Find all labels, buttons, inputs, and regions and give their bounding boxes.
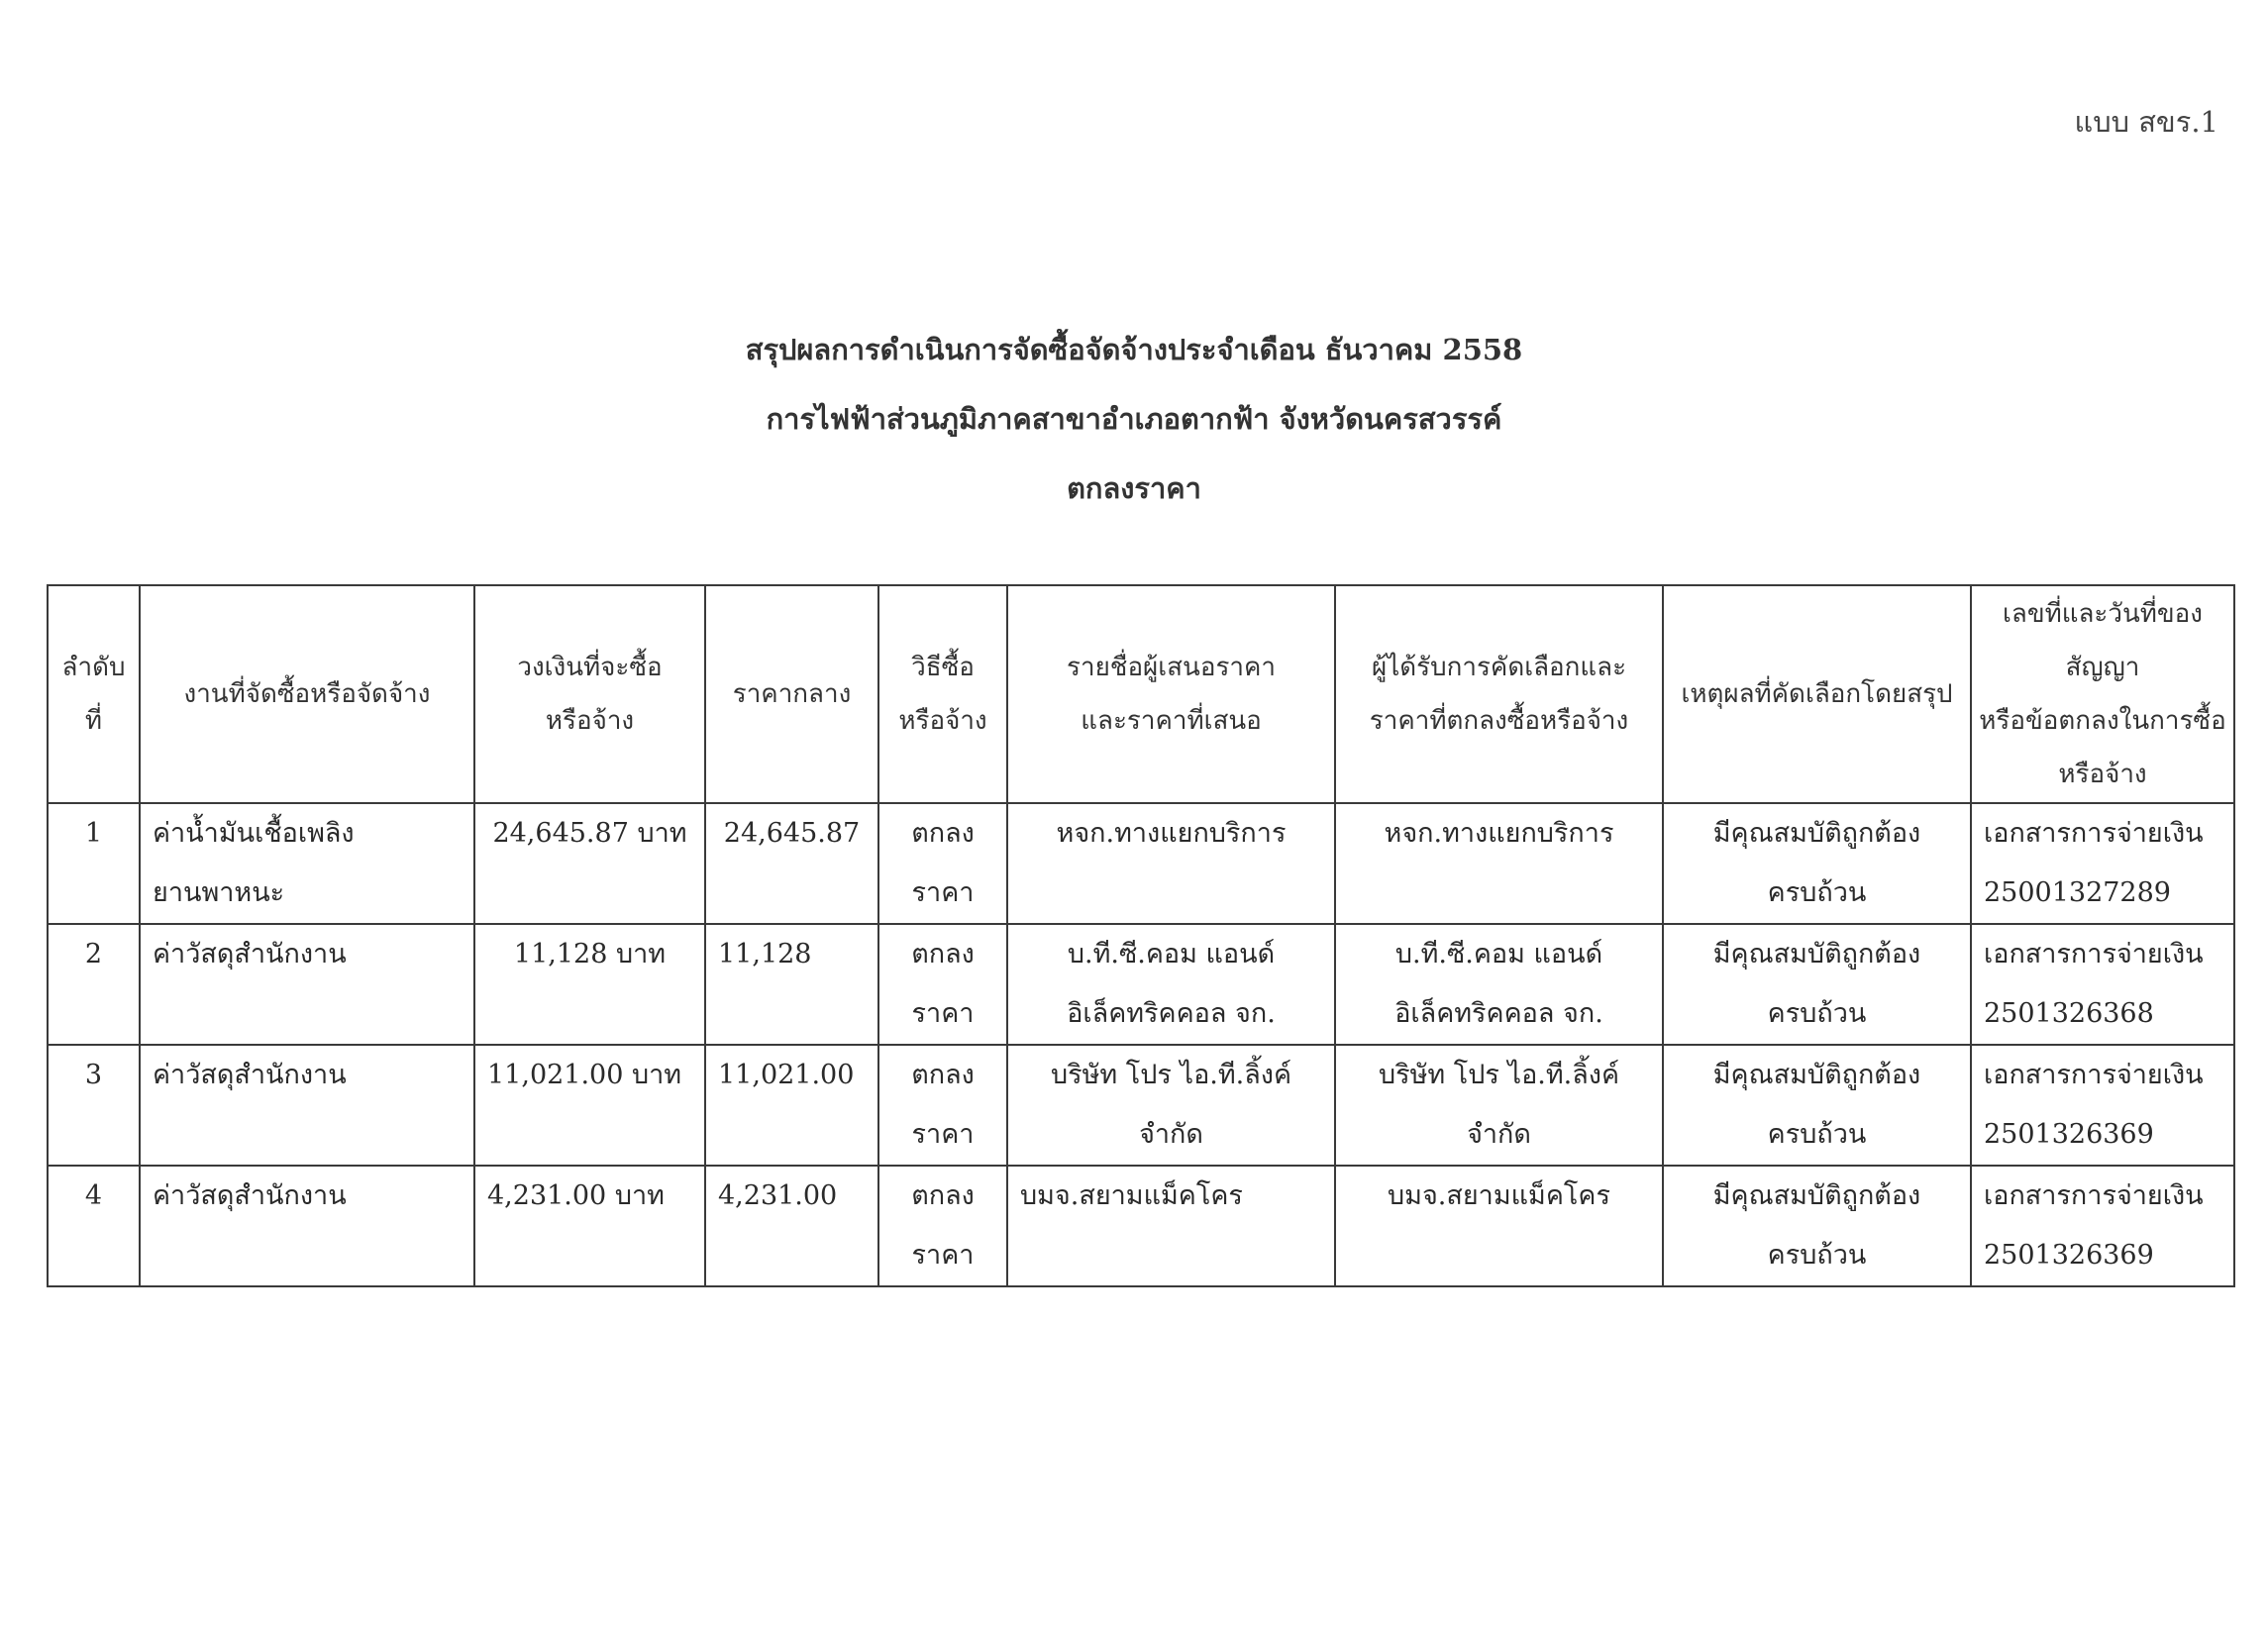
cell-contract: เอกสารการจ่ายเงิน 25001327289: [1971, 803, 2234, 924]
header-no: ลำดับ ที่: [48, 585, 140, 803]
cell-method: ตกลง ราคา: [878, 1045, 1007, 1166]
cell-selected: บมจ.สยามแม็คโคร: [1335, 1166, 1663, 1286]
cell-selected: บ.ที.ซี.คอม แอนด์ อิเล็คทริคคอล จก.: [1335, 924, 1663, 1045]
title-line-2: การไฟฟ้าส่วนภูมิภาคสาขาอำเภอตากฟ้า จังหวัดนครสวรรค์: [766, 402, 1502, 436]
header-selected: ผู้ได้รับการคัดเลือกและ ราคาที่ตกลงซื้อหรือจ้าง: [1335, 585, 1663, 803]
procurement-table: [47, 584, 2235, 1287]
header-median-price: ราคากลาง: [705, 585, 878, 803]
header-item: งานที่จัดซื้อหรือจัดจ้าง: [140, 585, 474, 803]
cell-no: 2: [48, 924, 140, 1045]
table-row: [48, 803, 2234, 924]
cell-median-price: 24,645.87: [705, 803, 878, 924]
cell-selected: บริษัท โปร ไอ.ที.ลิ้งค์ จำกัด: [1335, 1045, 1663, 1166]
cell-reason: มีคุณสมบัติถูกต้อง ครบถ้วน: [1663, 1045, 1971, 1166]
cell-median-price: 4,231.00: [705, 1166, 878, 1286]
table-row: [48, 924, 2234, 1045]
form-code: แบบ สขร.1: [2074, 105, 2218, 139]
cell-method: ตกลง ราคา: [878, 924, 1007, 1045]
cell-bidders: บ.ที.ซี.คอม แอนด์ อิเล็คทริคคอล จก.: [1007, 924, 1335, 1045]
cell-bidders: หจก.ทางแยกบริการ: [1007, 803, 1335, 924]
cell-bidders: บริษัท โปร ไอ.ที.ลิ้งค์ จำกัด: [1007, 1045, 1335, 1166]
cell-item: ค่าวัสดุสำนักงาน: [140, 924, 474, 1045]
cell-reason: มีคุณสมบัติถูกต้อง ครบถ้วน: [1663, 924, 1971, 1045]
header-budget: วงเงินที่จะซื้อ หรือจ้าง: [474, 585, 705, 803]
table-header-row: [48, 585, 2234, 803]
header-contract: เลขที่และวันที่ของ สัญญา หรือข้อตกลงในการซื้อ หรือจ้าง: [1971, 585, 2234, 803]
cell-bidders: บมจ.สยามแม็คโคร: [1007, 1166, 1335, 1286]
cell-item: ค่าน้ำมันเชื้อเพลิง ยานพาหนะ: [140, 803, 474, 924]
cell-selected: หจก.ทางแยกบริการ: [1335, 803, 1663, 924]
title-line-3: ตกลงราคา: [1067, 471, 1201, 505]
cell-contract: เอกสารการจ่ายเงิน 2501326368: [1971, 924, 2234, 1045]
cell-item: ค่าวัสดุสำนักงาน: [140, 1166, 474, 1286]
cell-contract: เอกสารการจ่ายเงิน 2501326369: [1971, 1045, 2234, 1166]
cell-budget: 24,645.87 บาท: [474, 803, 705, 924]
cell-item: ค่าวัสดุสำนักงาน: [140, 1045, 474, 1166]
cell-no: 3: [48, 1045, 140, 1166]
header-method: วิธีซื้อ หรือจ้าง: [878, 585, 1007, 803]
document-titles: [0, 325, 2268, 533]
cell-reason: มีคุณสมบัติถูกต้อง ครบถ้วน: [1663, 803, 1971, 924]
title-line-1: สรุปผลการดำเนินการจัดซื้อจัดจ้างประจำเดือน ธันวาคม 2558: [745, 333, 1523, 366]
cell-budget: 4,231.00 บาท: [474, 1166, 705, 1286]
cell-no: 4: [48, 1166, 140, 1286]
cell-budget: 11,021.00 บาท: [474, 1045, 705, 1166]
table-row: [48, 1045, 2234, 1166]
header-reason: เหตุผลที่คัดเลือกโดยสรุป: [1663, 585, 1971, 803]
cell-method: ตกลง ราคา: [878, 1166, 1007, 1286]
cell-reason: มีคุณสมบัติถูกต้อง ครบถ้วน: [1663, 1166, 1971, 1286]
cell-contract: เอกสารการจ่ายเงิน 2501326369: [1971, 1166, 2234, 1286]
cell-method: ตกลง ราคา: [878, 803, 1007, 924]
header-bidders: รายชื่อผู้เสนอราคา และราคาที่เสนอ: [1007, 585, 1335, 803]
cell-median-price: 11,128: [705, 924, 878, 1045]
cell-no: 1: [48, 803, 140, 924]
cell-budget: 11,128 บาท: [474, 924, 705, 1045]
table-row: [48, 1166, 2234, 1286]
cell-median-price: 11,021.00: [705, 1045, 878, 1166]
